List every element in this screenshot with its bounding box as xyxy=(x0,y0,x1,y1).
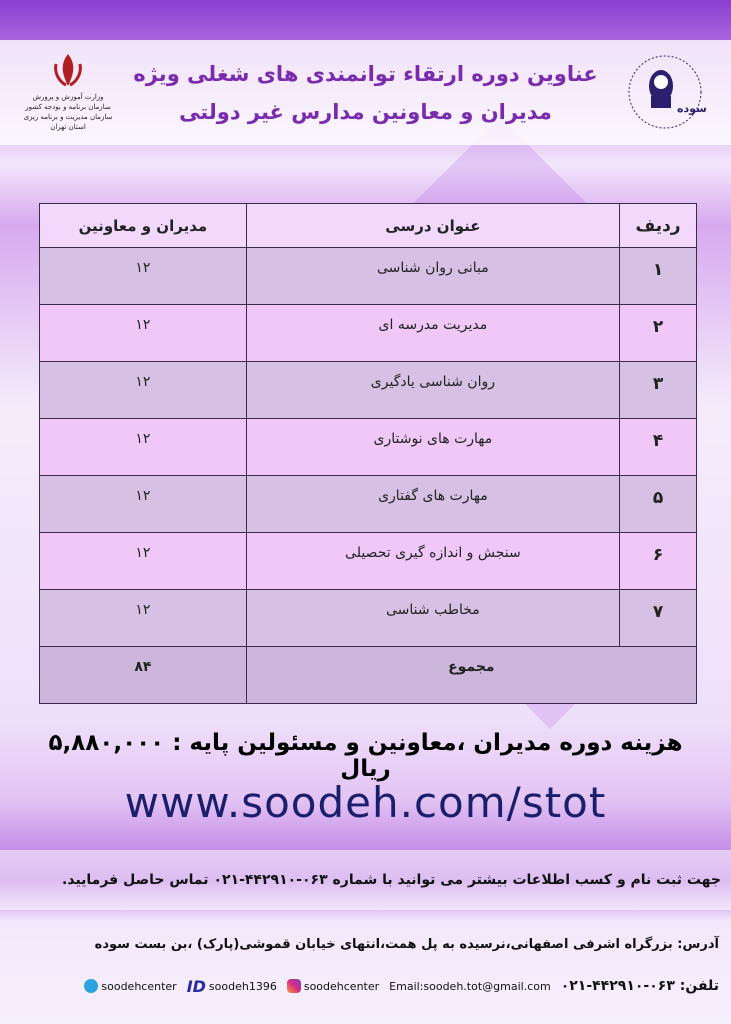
table-row xyxy=(40,305,697,362)
header-row-number: ردیف xyxy=(620,204,697,248)
logo-line: سازمان مدیریت و برنامه ریزی استان تهران xyxy=(23,113,113,131)
footer-phone: تلفن: ۰۶۳-۴۴۲۹۱۰-۰۲۱ xyxy=(560,978,719,994)
id-label: soodeh1396 xyxy=(208,979,277,993)
telegram-handle[interactable] xyxy=(84,979,176,993)
website-link[interactable]: www.soodeh.com/stot xyxy=(124,778,607,827)
table-row xyxy=(40,590,697,647)
header-managers: مدیران و معاونین xyxy=(40,204,247,248)
table-header-row xyxy=(40,204,697,248)
footer-email[interactable]: Email:soodeh.tot@gmail.com xyxy=(389,979,551,993)
table-total-row xyxy=(40,647,697,704)
course-title: مدیریت مدرسه ای xyxy=(246,305,619,362)
row-number: ۳ xyxy=(620,362,697,419)
logo-line: وزارت آموزش و پرورش xyxy=(32,93,104,101)
instagram-icon xyxy=(287,979,301,993)
id-handle[interactable] xyxy=(187,977,277,996)
row-number: ۶ xyxy=(620,533,697,590)
table-row xyxy=(40,419,697,476)
course-title: مهارت های نوشتاری xyxy=(246,419,619,476)
table-row xyxy=(40,362,697,419)
course-title: روان شناسی یادگیری xyxy=(246,362,619,419)
course-hours: ۱۲ xyxy=(40,476,247,533)
course-cost: هزینه دوره مدیران ،معاونین و مسئولین پایه : ۵,۸۸۰,۰۰۰ ریال xyxy=(48,730,683,782)
address: آدرس: بزرگراه اشرفی اصفهانی،نرسیده به پل همت،انتهای خیابان قموشی(پارک) ،بن بست سوده xyxy=(94,937,719,952)
row-number: ۱ xyxy=(620,248,697,305)
telegram-icon xyxy=(84,979,98,993)
course-title: مبانی روان شناسی xyxy=(246,248,619,305)
course-hours: ۱۲ xyxy=(40,533,247,590)
table-row xyxy=(40,248,697,305)
row-number: ۲ xyxy=(620,305,697,362)
course-hours: ۱۲ xyxy=(40,362,247,419)
course-title: سنجش و اندازه گیری تحصیلی xyxy=(246,533,619,590)
instagram-label: soodehcenter xyxy=(303,979,380,993)
course-hours: ۱۲ xyxy=(40,419,247,476)
course-hours: ۱۲ xyxy=(40,305,247,362)
footer-contact-row xyxy=(20,975,719,997)
row-number: ۴ xyxy=(620,419,697,476)
table-row xyxy=(40,476,697,533)
emblem-icon xyxy=(48,52,88,88)
svg-text:سوده: سوده xyxy=(677,102,707,115)
total-value: ۸۴ xyxy=(40,647,247,704)
telegram-label: soodehcenter xyxy=(101,979,177,993)
row-number: ۵ xyxy=(620,476,697,533)
page-title-line1: عناوین دوره ارتقاء توانمندی های شغلی ویژه xyxy=(133,62,598,86)
page-title-line2: مدیران و معاونین مدارس غیر دولتی xyxy=(179,100,552,124)
id-icon: ID xyxy=(186,976,206,996)
header-course-title: عنوان درسی xyxy=(246,204,619,248)
soodeh-logo xyxy=(621,52,709,132)
course-hours: ۱۲ xyxy=(40,248,247,305)
soodeh-logo-icon xyxy=(621,52,709,132)
course-hours: ۱۲ xyxy=(40,590,247,647)
course-title: مخاطب شناسی xyxy=(246,590,619,647)
total-label: مجموع xyxy=(246,647,696,704)
table-row xyxy=(40,533,697,590)
course-title: مهارت های گفتاری xyxy=(246,476,619,533)
instagram-handle[interactable] xyxy=(287,979,379,993)
government-logo xyxy=(14,52,122,132)
logo-line: سازمان برنامه و بودجه کشور xyxy=(25,103,111,111)
row-number: ۷ xyxy=(620,590,697,647)
courses-table xyxy=(39,203,697,704)
contact-info: جهت ثبت نام و کسب اطلاعات بیشتر می توانید با شماره ۰۶۳-۴۴۲۹۱۰-۰۲۱ تماس حاصل فرمایید. xyxy=(62,872,721,888)
